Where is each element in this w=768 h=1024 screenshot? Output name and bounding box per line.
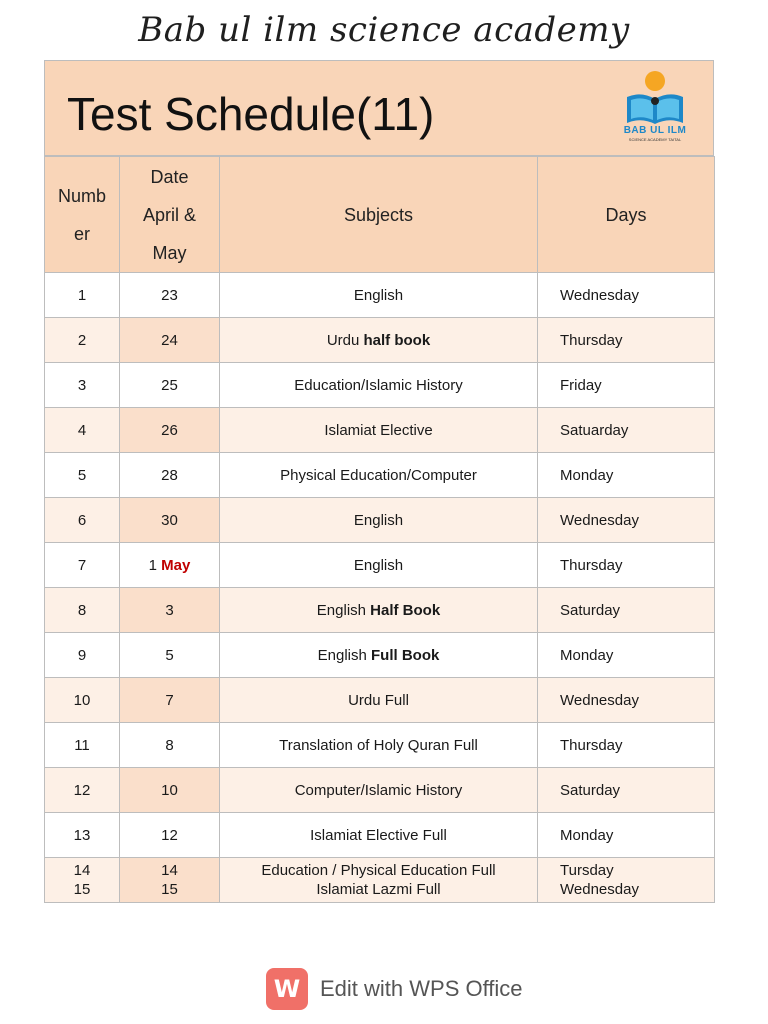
row-date: 25 (120, 363, 220, 408)
row-date: 7 (120, 678, 220, 723)
row-day: Saturday (538, 588, 715, 633)
row-subject: English (220, 543, 538, 588)
table-row (45, 498, 715, 543)
subject-emphasis: Half Book (370, 601, 441, 619)
row-date: 3 (120, 588, 220, 633)
table-row (45, 768, 715, 813)
row-number: 1 (45, 273, 120, 318)
row-subject: Translation of Holy Quran Full (220, 723, 538, 768)
table-row (45, 723, 715, 768)
table-row (45, 588, 715, 633)
row-date: 14 15 (120, 858, 220, 903)
row-date: 23 (120, 273, 220, 318)
row-date: 24 (120, 318, 220, 363)
row-subject: English (220, 498, 538, 543)
academy-name: Bab ul ilm science academy (138, 10, 630, 50)
row-subject: Urdu half book (220, 318, 538, 363)
row-number: 11 (45, 723, 120, 768)
table-row (45, 813, 715, 858)
row-number: 6 (45, 498, 120, 543)
table-row (45, 633, 715, 678)
row-day: Thursday (538, 723, 715, 768)
row-day: Wednesday (538, 498, 715, 543)
row-day: Friday (538, 363, 715, 408)
row-number: 10 (45, 678, 120, 723)
row-subject: Physical Education/Computer (220, 453, 538, 498)
row-number: 4 (45, 408, 120, 453)
subject-emphasis: Full Book (371, 646, 440, 664)
row-day: Saturday (538, 768, 715, 813)
lightbulb-icon (645, 71, 665, 91)
row-date: 28 (120, 453, 220, 498)
row-subject: Computer/Islamic History (220, 768, 538, 813)
table-body (45, 273, 715, 903)
row-day: Satuarday (538, 408, 715, 453)
table-row (45, 408, 715, 453)
row-number: 9 (45, 633, 120, 678)
row-subject: Education/Islamic History (220, 363, 538, 408)
table-row (45, 318, 715, 363)
row-number: 5 (45, 453, 120, 498)
table-row (45, 363, 715, 408)
row-subject: Education / Physical Education Full Islamiat Lazmi Full (220, 858, 538, 903)
wps-edit-label: Edit with WPS Office (320, 976, 523, 1001)
row-day: Monday (538, 813, 715, 858)
row-day: Monday (538, 453, 715, 498)
table-row (45, 453, 715, 498)
table-header-row (45, 157, 715, 273)
row-subject: Urdu Full (220, 678, 538, 723)
row-number: 2 (45, 318, 120, 363)
row-number: 14 15 (45, 858, 120, 903)
row-number: 3 (45, 363, 120, 408)
row-day: Monday (538, 633, 715, 678)
row-date: 1 May (120, 543, 220, 588)
schedule-document (44, 60, 714, 903)
row-day: Thursday (538, 318, 715, 363)
schedule-table (44, 156, 715, 903)
header-date: Date April & May (120, 157, 220, 273)
row-number: 7 (45, 543, 120, 588)
row-date: 26 (120, 408, 220, 453)
academy-logo (615, 69, 695, 149)
table-row (45, 678, 715, 723)
open-book-icon (625, 91, 685, 125)
row-day: Thursday (538, 543, 715, 588)
row-date: 10 (120, 768, 220, 813)
row-subject: Islamiat Elective Full (220, 813, 538, 858)
row-subject: English Half Book (220, 588, 538, 633)
table-row (45, 543, 715, 588)
row-subject: English Full Book (220, 633, 538, 678)
wps-office-icon: W (266, 968, 308, 1010)
page-title: Test Schedule(11) (67, 88, 435, 140)
row-date: 12 (120, 813, 220, 858)
title-bar (44, 60, 714, 156)
header-days: Days (538, 157, 715, 273)
wps-edit-button[interactable] (266, 968, 523, 1010)
row-day: Tursday Wednesday (538, 858, 715, 903)
row-date: 8 (120, 723, 220, 768)
row-number: 8 (45, 588, 120, 633)
month-label: May (161, 556, 191, 574)
row-number: 13 (45, 813, 120, 858)
table-row (45, 858, 715, 903)
table-row (45, 273, 715, 318)
row-subject: Islamiat Elective (220, 408, 538, 453)
row-day: Wednesday (538, 678, 715, 723)
row-number: 12 (45, 768, 120, 813)
row-day: Wednesday (538, 273, 715, 318)
subject-emphasis: half book (363, 331, 431, 349)
row-date: 30 (120, 498, 220, 543)
header-number: Numb er (45, 157, 120, 273)
logo-subtitle: SCIENCE ACADEMY TAITAL (628, 137, 682, 142)
row-subject: English (220, 273, 538, 318)
header-subjects: Subjects (220, 157, 538, 273)
row-date: 5 (120, 633, 220, 678)
logo-name: BAB UL ILM (623, 125, 687, 136)
